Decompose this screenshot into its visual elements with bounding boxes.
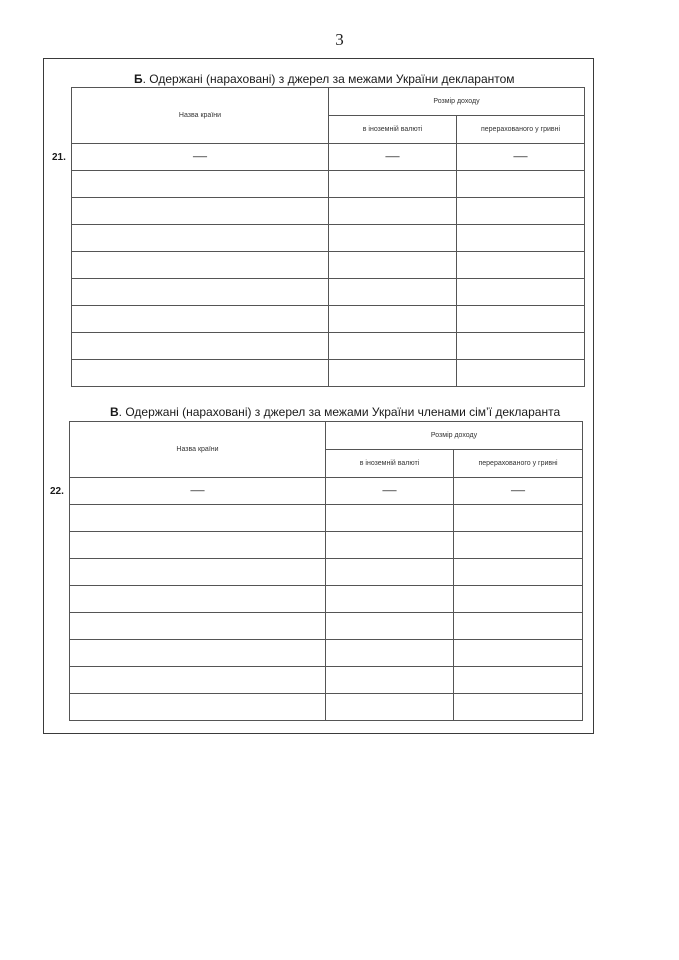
header-income-size: Розмір доходу <box>326 422 583 450</box>
foreign-currency-cell[interactable] <box>329 198 457 225</box>
header-country: Назва країни <box>70 422 326 478</box>
converted-uah-cell[interactable] <box>457 225 585 252</box>
table-row <box>70 532 583 559</box>
section-b-letter: Б <box>134 72 143 86</box>
converted-uah-cell[interactable] <box>457 360 585 387</box>
table-row <box>70 694 583 721</box>
country-cell[interactable] <box>72 198 329 225</box>
table-row <box>72 252 585 279</box>
converted-uah-cell[interactable] <box>454 613 583 640</box>
dash-mark: — <box>193 149 207 164</box>
table-row <box>72 171 585 198</box>
foreign-currency-cell[interactable] <box>329 252 457 279</box>
converted-uah-cell[interactable] <box>457 171 585 198</box>
table-row <box>70 640 583 667</box>
table-row <box>72 360 585 387</box>
dash-mark: — <box>385 149 400 164</box>
foreign-currency-cell[interactable] <box>326 586 454 613</box>
table-row <box>70 505 583 532</box>
page-number: 3 <box>335 30 344 49</box>
country-cell[interactable] <box>72 144 329 171</box>
foreign-currency-cell[interactable] <box>326 532 454 559</box>
dash-mark: — <box>190 483 205 498</box>
header-foreign-currency: в іноземній валюті <box>326 450 454 478</box>
dash-mark: — <box>382 483 397 498</box>
table-row <box>70 478 583 505</box>
foreign-currency-cell[interactable] <box>326 478 454 505</box>
foreign-currency-cell[interactable] <box>326 640 454 667</box>
foreign-currency-cell[interactable] <box>329 306 457 333</box>
converted-uah-cell[interactable] <box>454 586 583 613</box>
row-number-22: 22. <box>50 486 64 497</box>
converted-uah-cell[interactable] <box>454 478 583 505</box>
section-v-title <box>110 405 560 419</box>
table-row <box>72 306 585 333</box>
row-number-21: 21. <box>52 152 66 163</box>
table-row <box>70 613 583 640</box>
table-row <box>72 225 585 252</box>
foreign-currency-cell[interactable] <box>326 505 454 532</box>
converted-uah-cell[interactable] <box>454 640 583 667</box>
country-cell[interactable] <box>72 360 329 387</box>
dash-mark: — <box>511 483 525 498</box>
table-row <box>70 586 583 613</box>
converted-uah-cell[interactable] <box>454 667 583 694</box>
country-cell[interactable] <box>70 586 326 613</box>
dash-mark: — <box>513 149 528 164</box>
table-row <box>72 279 585 306</box>
foreign-currency-cell[interactable] <box>329 225 457 252</box>
country-cell[interactable] <box>70 532 326 559</box>
section-v-letter: В <box>110 405 119 419</box>
country-cell[interactable] <box>70 478 326 505</box>
converted-uah-cell[interactable] <box>454 559 583 586</box>
table-row <box>72 198 585 225</box>
converted-uah-cell[interactable] <box>457 198 585 225</box>
country-cell[interactable] <box>70 694 326 721</box>
foreign-currency-cell[interactable] <box>326 613 454 640</box>
country-cell[interactable] <box>72 279 329 306</box>
country-cell[interactable] <box>72 225 329 252</box>
header-country: Назва країни <box>72 88 329 144</box>
foreign-currency-cell[interactable] <box>326 667 454 694</box>
foreign-currency-cell[interactable] <box>329 333 457 360</box>
country-cell[interactable] <box>72 306 329 333</box>
converted-uah-cell[interactable] <box>454 532 583 559</box>
converted-uah-cell[interactable] <box>457 279 585 306</box>
table-row <box>70 667 583 694</box>
country-cell[interactable] <box>72 252 329 279</box>
converted-uah-cell[interactable] <box>454 505 583 532</box>
foreign-currency-cell[interactable] <box>326 559 454 586</box>
country-cell[interactable] <box>72 171 329 198</box>
converted-uah-cell[interactable] <box>454 694 583 721</box>
foreign-currency-cell[interactable] <box>326 694 454 721</box>
converted-uah-cell[interactable] <box>457 333 585 360</box>
section-v-table <box>69 421 583 721</box>
header-foreign-currency: в іноземній валюті <box>329 116 457 144</box>
section-b-table <box>71 87 585 387</box>
country-cell[interactable] <box>70 640 326 667</box>
converted-uah-cell[interactable] <box>457 306 585 333</box>
foreign-currency-cell[interactable] <box>329 360 457 387</box>
converted-uah-cell[interactable] <box>457 252 585 279</box>
header-converted-uah: перерахованого у гривні <box>454 450 583 478</box>
country-cell[interactable] <box>72 333 329 360</box>
foreign-currency-cell[interactable] <box>329 279 457 306</box>
country-cell[interactable] <box>70 559 326 586</box>
section-b-title <box>134 72 515 86</box>
foreign-currency-cell[interactable] <box>329 144 457 171</box>
country-cell[interactable] <box>70 505 326 532</box>
table-row <box>72 333 585 360</box>
converted-uah-cell[interactable] <box>457 144 585 171</box>
header-converted-uah: перерахованого у гривні <box>457 116 585 144</box>
header-income-size: Розмір доходу <box>329 88 585 116</box>
section-v-title-text: . Одержані (нараховані) з джерел за межами України членами сім’ї декларанта <box>118 405 561 419</box>
table-row <box>72 144 585 171</box>
section-b-title-text: . Одержані (нараховані) з джерел за межами України декларантом <box>142 72 515 86</box>
country-cell[interactable] <box>70 613 326 640</box>
country-cell[interactable] <box>70 667 326 694</box>
table-row <box>70 559 583 586</box>
foreign-currency-cell[interactable] <box>329 171 457 198</box>
